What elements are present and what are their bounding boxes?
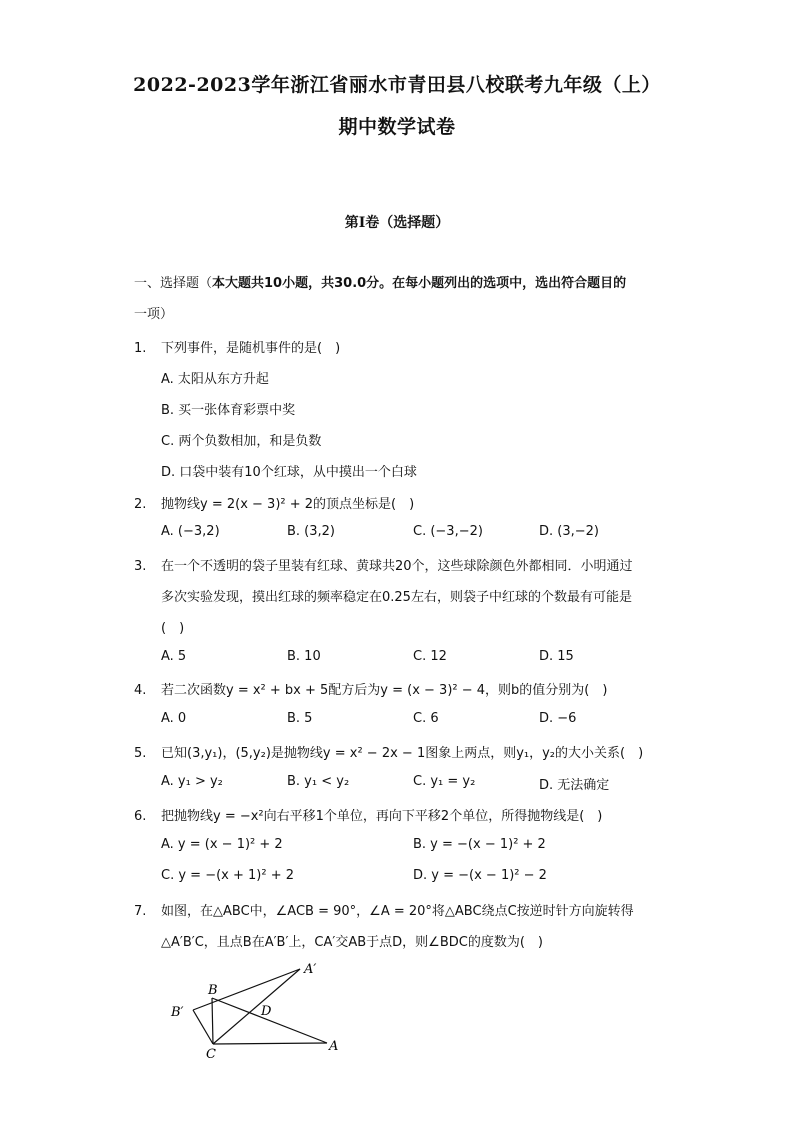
segment-b-c: [212, 998, 213, 1044]
question-stem: 若二次函数y = x² + bx + 5配方后为y = (x − 3)² − 4，则b的值分别为( ): [161, 683, 608, 698]
segment-c-a: [213, 1043, 327, 1044]
question-number: 2.: [134, 497, 147, 512]
q4-option-d: D. −6: [539, 711, 577, 726]
part-heading: 第Ⅰ卷（选择题）: [344, 215, 450, 231]
exam-title-line1: 2022-2023学年浙江省丽水市青田县八校联考九年级（上）: [133, 74, 661, 96]
q4-option-a: A. 0: [161, 711, 187, 726]
question-number: 7.: [134, 904, 147, 919]
q1-option-d: D. 口袋中装有10个红球，从中摸出一个白球: [161, 465, 417, 480]
question-number: 4.: [134, 683, 147, 698]
q3-option-c: C. 12: [413, 649, 447, 664]
question-number: 5.: [134, 746, 147, 761]
label-b: B: [208, 983, 218, 998]
q1-option-b: B. 买一张体育彩票中奖: [161, 403, 296, 418]
question-stem-line1: 在一个不透明的袋子里装有红球、黄球共20个，这些球除颜色外都相同．小明通过: [161, 559, 633, 574]
q6-option-b: B. y = −(x − 1)² + 2: [413, 837, 546, 852]
section-heading-bold: 本大题共10小题，共30.0分。在每小题列出的选项中，选出符合题目的: [212, 276, 627, 291]
label-d: D: [261, 1004, 272, 1019]
question-stem: 把抛物线y = −x²向右平移1个单位，再向下平移2个单位，所得抛物线是( ): [161, 809, 603, 824]
q2-option-b: B. (3,2): [287, 524, 336, 539]
question-stem: 抛物线y = 2(x − 3)² + 2的顶点坐标是( ): [161, 497, 415, 512]
label-c: C: [206, 1047, 216, 1062]
q6-option-a: A. y = (x − 1)² + 2: [161, 837, 283, 852]
triangle-rotation-figure: [165, 958, 355, 1063]
question-stem: 已知(3,y₁)，(5,y₂)是抛物线y = x² − 2x − 1图象上两点，则y₁，y₂的大小关系( ): [161, 746, 644, 761]
q1-option-a: A. 太阳从东方升起: [161, 372, 269, 387]
q4-option-c: C. 6: [413, 711, 439, 726]
segment-c-a-prime: [213, 969, 300, 1044]
label-b-prime: B′: [171, 1005, 184, 1020]
q3-option-d: D. 15: [539, 649, 574, 664]
question-stem-line1: 如图，在△ABC中，∠ACB = 90°，∠A = 20°将△ABC绕点C按逆时针方向旋转得: [161, 904, 634, 919]
q3-option-b: B. 10: [287, 649, 321, 664]
q6-option-c: C. y = −(x + 1)² + 2: [161, 868, 294, 883]
question-stem-line2: △A′B′C，且点B在A′B′上，CA′交AB于点D，则∠BDC的度数为( ): [161, 935, 543, 950]
segment-b-prime-c: [193, 1010, 213, 1044]
q5-option-a: A. y₁ > y₂: [161, 774, 223, 789]
section-heading: [134, 268, 674, 299]
q6-option-d: D. y = −(x − 1)² − 2: [413, 868, 547, 883]
question-number: 1.: [134, 341, 147, 356]
section-heading-prefix: 一、选择题（: [134, 276, 213, 291]
question-number: 6.: [134, 809, 147, 824]
section-heading-line2: 一项）: [134, 307, 174, 322]
label-a: A: [329, 1039, 339, 1054]
q4-option-b: B. 5: [287, 711, 313, 726]
q2-option-d: D. (3,−2): [539, 524, 599, 539]
q2-option-c: C. (−3,−2): [413, 524, 483, 539]
exam-title-line2: 期中数学试卷: [338, 116, 456, 138]
q3-option-a: A. 5: [161, 649, 187, 664]
question-stem-line3: ( ): [161, 621, 185, 636]
question-stem: 下列事件，是随机事件的是( ): [161, 341, 341, 356]
q5-option-b: B. y₁ < y₂: [287, 774, 350, 789]
q5-option-c: C. y₁ = y₂: [413, 774, 476, 789]
q5-option-d: D. 无法确定: [539, 778, 610, 793]
question-number: 3.: [134, 559, 147, 574]
question-stem-line2: 多次实验发现，摸出红球的频率稳定在0.25左右，则袋子中红球的个数最有可能是: [161, 590, 632, 605]
q2-option-a: A. (−3,2): [161, 524, 220, 539]
label-a-prime: A′: [304, 962, 317, 977]
q1-option-c: C. 两个负数相加，和是负数: [161, 434, 322, 449]
